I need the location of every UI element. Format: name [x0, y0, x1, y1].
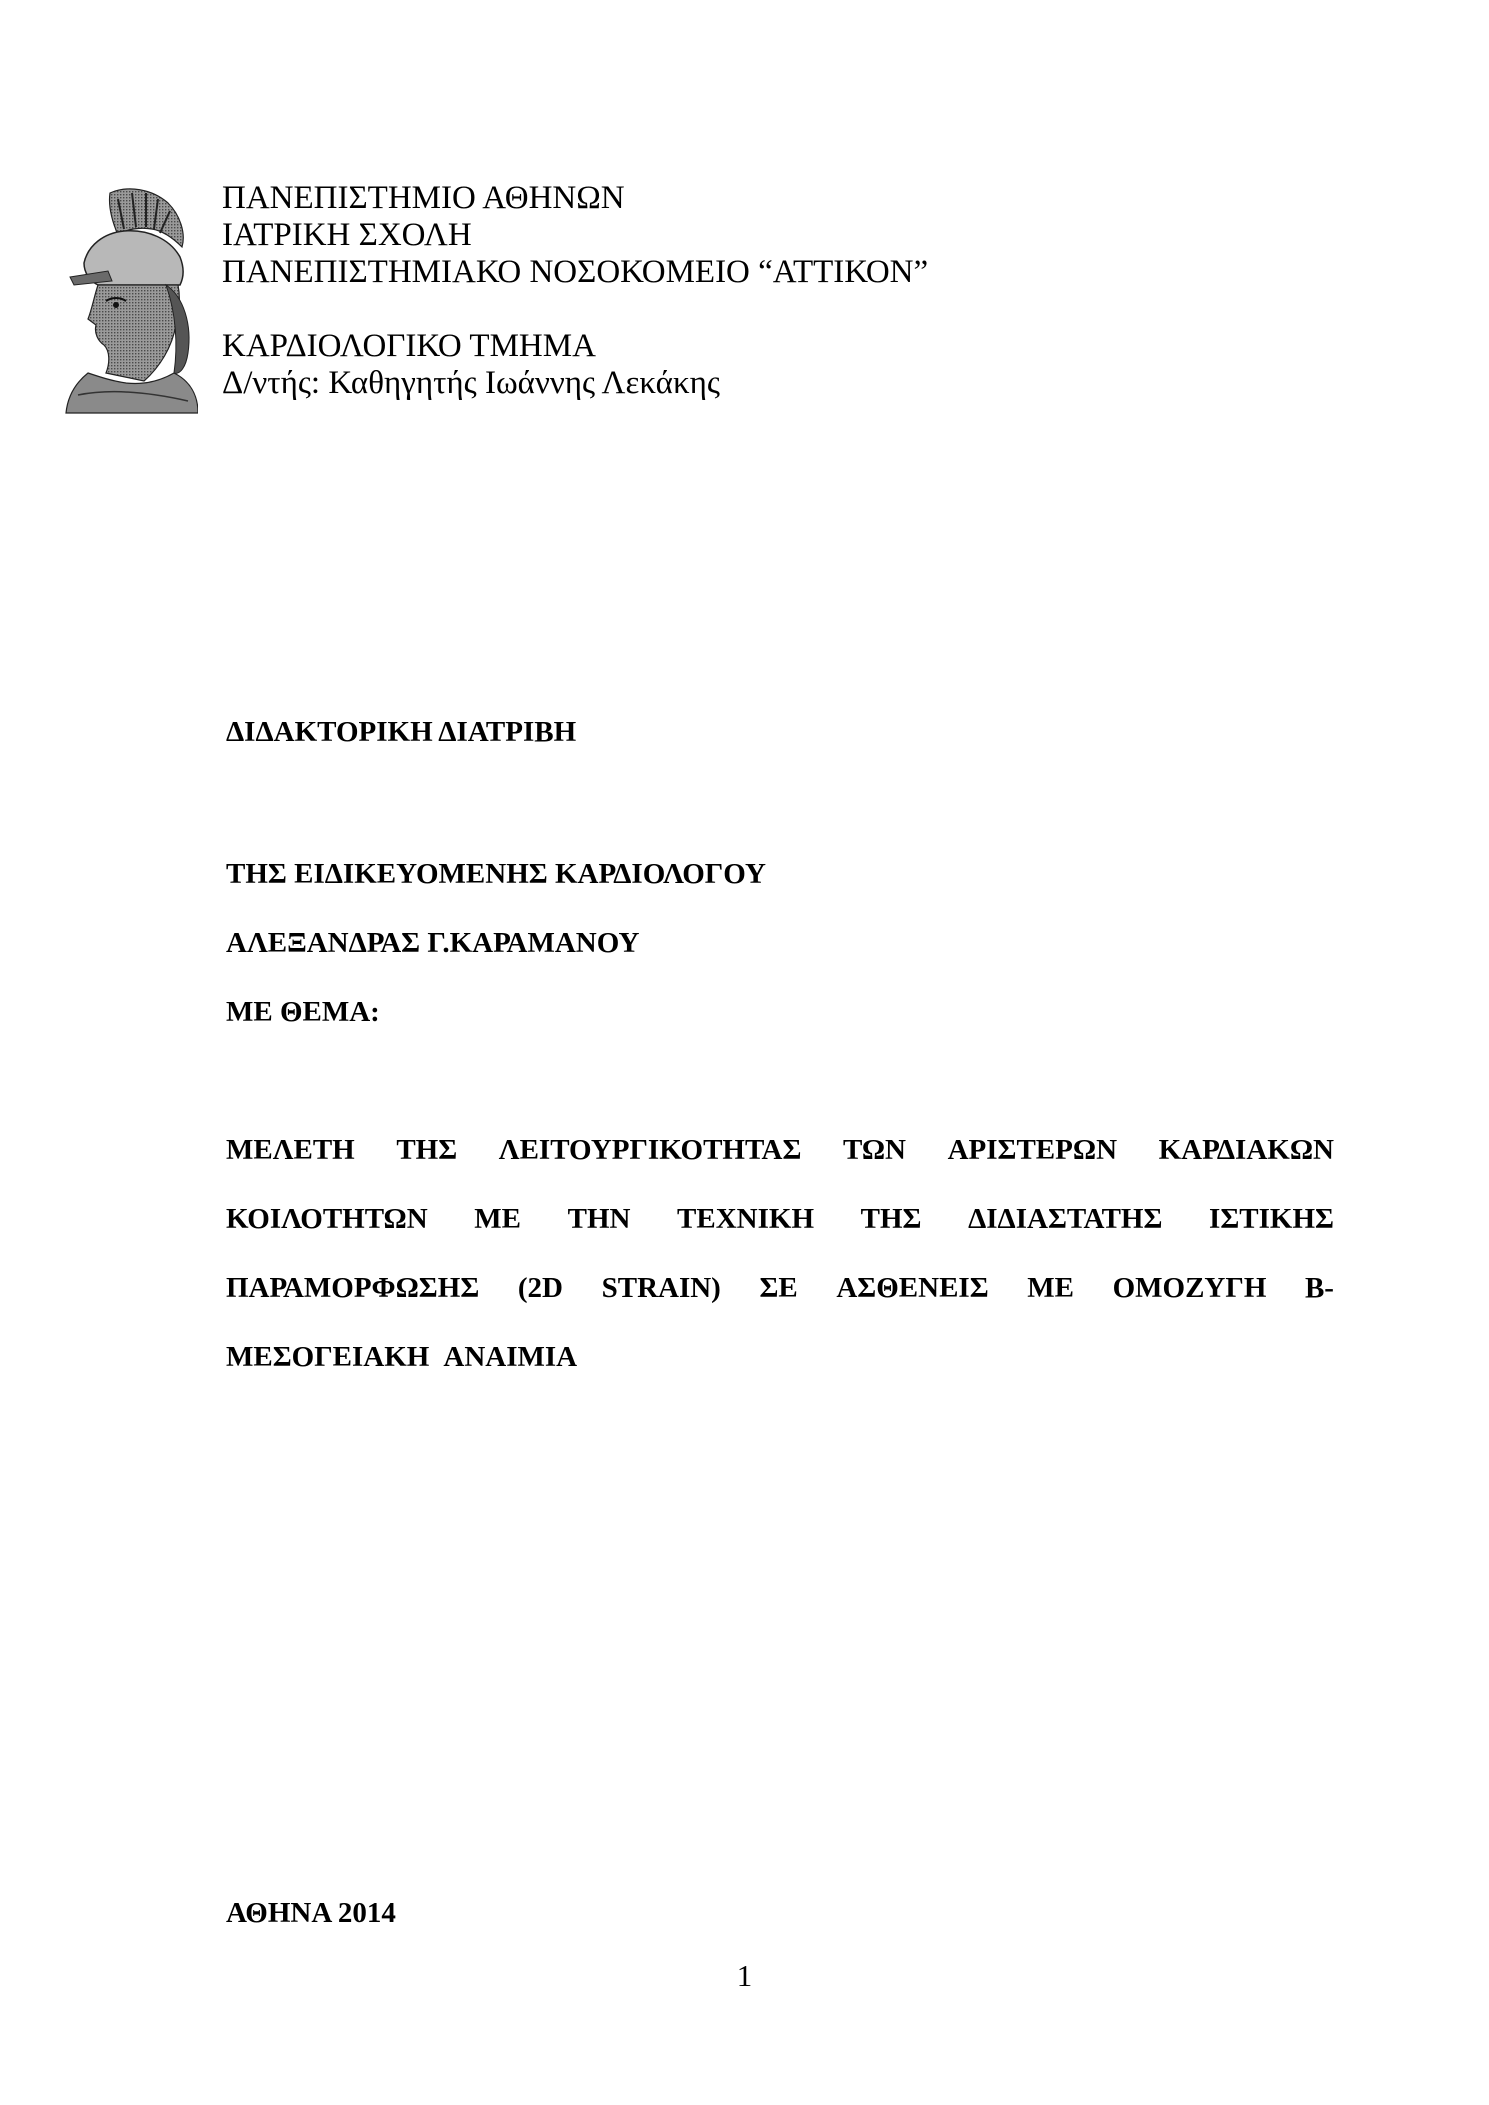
- topic-line: ΜΕΣΟΓΕΙΑΚΗ ΑΝΑΙΜΙΑ: [226, 1341, 578, 1373]
- institution-header: [222, 180, 928, 402]
- author-role: ΤΗΣ ΕΙΔΙΚΕΥΟΜΕΝΗΣ ΚΑΡΔΙΟΛΟΓΟΥ: [226, 858, 766, 890]
- topic-line: ΠΑΡΑΜΟΡΦΩΣΗΣ (2D STRAIN) ΣΕ ΑΣΘΕΝΕΙΣ ΜΕ ΟΜΟΖΥΓΗ Β-: [226, 1272, 1334, 1304]
- thesis-topic: [226, 1130, 1334, 1406]
- department-name: ΚΑΡΔΙΟΛΟΓΙΚΟ ΤΜΗΜΑ: [222, 328, 596, 364]
- topic-line: ΜΕΛΕΤΗ ΤΗΣ ΛΕΙΤΟΥΡΓΙΚΟΤΗΤΑΣ ΤΩΝ ΑΡΙΣΤΕΡΩΝ ΚΑΡΔΙΑΚΩΝ: [226, 1134, 1334, 1166]
- page-number: 1: [736, 1958, 753, 1993]
- hospital-name: ΠΑΝΕΠΙΣΤΗΜΙΑΚΟ ΝΟΣΟΚΟΜΕΙΟ “ΑΤΤΙΚΟΝ”: [222, 254, 929, 290]
- athena-head-icon: [48, 185, 198, 415]
- school-name: ΙΑΤΡΙΚΗ ΣΧΟΛΗ: [222, 217, 472, 253]
- place-year: ΑΘΗΝΑ 2014: [226, 1897, 396, 1929]
- topic-label: ΜΕ ΘΕΜΑ:: [226, 996, 380, 1028]
- topic-line: ΚΟΙΛΟΤΗΤΩΝ ΜΕ ΤΗΝ ΤΕΧΝΙΚΗ ΤΗΣ ΔΙΔΙΑΣΤΑΤΗΣ ΙΣΤΙΚΗΣ: [226, 1203, 1334, 1235]
- author-name: ΑΛΕΞΑΝΔΡΑΣ Γ.ΚΑΡΑΜΑΝΟΥ: [226, 927, 640, 959]
- document-type: ΔΙΔΑΚΤΟΡΙΚΗ ΔΙΑΤΡΙΒΗ: [226, 716, 577, 748]
- director-name: Δ/ντής: Καθηγητής Ιωάννης Λεκάκης: [222, 365, 720, 401]
- university-name: ΠΑΝΕΠΙΣΤΗΜΙΟ ΑΘΗΝΩΝ: [222, 180, 625, 216]
